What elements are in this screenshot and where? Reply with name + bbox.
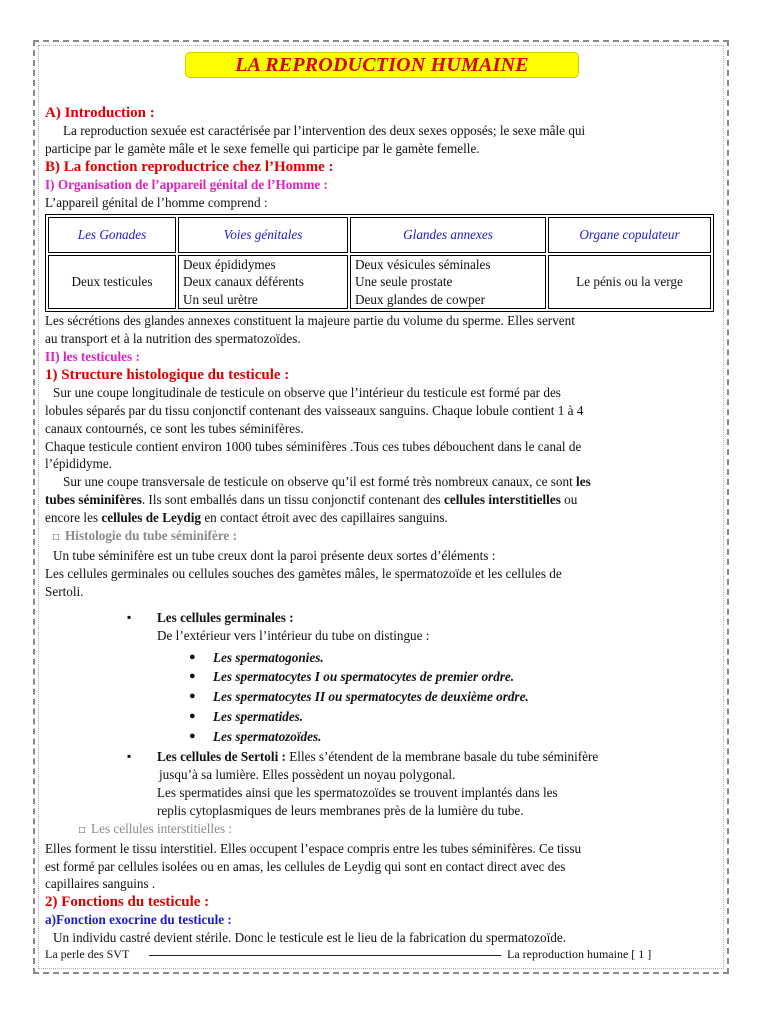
sertoli-heading-line	[45, 748, 715, 766]
sertoli-line-3: Les spermatides ainsi que les spermatozoïdes se trouvent implantés dans les	[157, 784, 558, 800]
sertoli-heading: Les cellules de Sertoli :	[157, 749, 286, 765]
histology-line-1: Un tube séminifère est un tube creux dont la paroi présente deux sortes d’éléments :	[53, 548, 496, 563]
structure-line-1: Sur une coupe longitudinale de testicule on observe que l’intérieur du testicule est formé par des	[53, 384, 561, 400]
structure-line-7	[45, 491, 715, 509]
interstitial-heading: Les cellules interstitielles :	[91, 820, 233, 836]
intro-line-1: La reproduction sexuée est caractérisée par l’intervention des deux sexes opposés; le sexe mâle qui	[63, 123, 586, 138]
structure-line-5: l’épididyme.	[45, 456, 113, 472]
square-bullet-icon: □	[53, 532, 60, 544]
table-cell-glandes	[350, 255, 546, 310]
table-cell-organe: Le pénis ou la verge	[548, 255, 711, 310]
interstitial-heading-line	[45, 820, 715, 840]
text-span: Elles s’étendent de la membrane basale du tube séminifère	[285, 749, 599, 765]
exocrine-heading: a)Fonction exocrine du testicule :	[45, 912, 232, 928]
histology-line-3: Sertoli.	[45, 583, 84, 599]
list-item: Deux canaux déférents	[183, 274, 304, 290]
sertoli-line-2: jusqu’à sa lumière. Elles possèdent un noyau polygonal.	[159, 766, 456, 782]
structure-line-3: canaux contournés, ce sont les tubes séminifères.	[45, 420, 304, 436]
table-header: Organe copulateur	[548, 217, 711, 253]
table-header: Glandes annexes	[350, 217, 546, 253]
text-span: . Ils sont emballés dans un tissu conjonctif contenant des	[141, 492, 444, 508]
text-span: ou	[560, 492, 578, 508]
list-item: Un seul urètre	[183, 291, 258, 307]
intro-heading: A) Introduction :	[45, 105, 155, 121]
list-item: Deux glandes de cowper	[355, 291, 485, 307]
list-item	[45, 668, 715, 686]
bold-term: les	[576, 474, 591, 490]
document-body	[45, 104, 715, 947]
germinal-heading-line	[45, 609, 715, 627]
table-cell-gonades: Deux testicules	[48, 255, 176, 310]
bold-term: cellules interstitielles	[444, 492, 561, 508]
structure-line-6	[45, 473, 715, 491]
text-span: encore les	[45, 510, 102, 526]
list-item	[45, 688, 715, 706]
after-table-line-1: Les sécrétions des glandes annexes constituent la majeure partie du volume du sperme. Elles servent	[45, 313, 575, 329]
structure-line-8	[45, 509, 715, 527]
germinal-heading: Les cellules germinales :	[157, 609, 294, 625]
footer-rule	[149, 955, 501, 956]
list-item: Deux vésicules séminales	[355, 256, 491, 272]
interstitial-line-1: Elles forment le tissu interstitiel. Elles occupent l’espace compris entre les tubes séminifères. Ce tissu	[45, 840, 582, 856]
interstitial-line-3: capillaires sanguins .	[45, 876, 156, 892]
text-span: en contact étroit avec des capillaires sanguins.	[201, 510, 448, 526]
germinal-intro: De l’extérieur vers l’intérieur du tube on distingue :	[157, 627, 430, 643]
table-cell-voies	[178, 255, 348, 310]
after-table-line-2: au transport et à la nutrition des spermatozoïdes.	[45, 331, 301, 347]
list-item	[45, 708, 715, 726]
sertoli-line-4: replis cytoplasmiques de leurs membranes près de la lumière du tube.	[157, 802, 524, 818]
germinal-item: Les spermatides.	[213, 709, 304, 725]
table-header: Les Gonades	[48, 217, 176, 253]
interstitial-line-2: est formé par cellules isolées ou en amas, les cellules de Leydig qui sont en contact direct avec des	[45, 858, 566, 874]
germinal-item: Les spermatogonies.	[213, 649, 324, 665]
footer-left: La perle des SVT	[45, 947, 130, 961]
bold-term: cellules de Leydig	[101, 510, 202, 526]
page-title: LA REPRODUCTION HUMAINE	[186, 53, 578, 77]
list-item	[45, 649, 715, 667]
functions-heading: 2) Fonctions du testicule :	[45, 894, 210, 911]
histology-line-2: Les cellules germinales ou cellules souches des gamètes mâles, le spermatozoïde et les cellules de	[45, 565, 562, 581]
bold-term: tubes séminifères	[45, 492, 142, 508]
list-item: Une seule prostate	[355, 274, 453, 290]
germinal-item: Les spermatocytes II ou spermatocytes de deuxième ordre.	[213, 689, 529, 705]
square-bullet-icon: □	[79, 824, 86, 836]
table-header-row	[48, 217, 711, 253]
structure-line-2: lobules séparés par du tissu conjonctif contenant des vaisseaux sanguins. Chaque lobule contient 1 à 4	[45, 402, 584, 418]
structure-line-4: Chaque testicule contient environ 1000 tubes séminifères .Tous ces tubes débouchent dans le canal de	[45, 438, 582, 454]
text-span: Sur une coupe transversale de testicule on observe qu’il est formé très nombreux canaux, ce sont	[63, 474, 577, 490]
table-header: Voies génitales	[178, 217, 348, 253]
structure-heading: 1) Structure histologique du testicule :	[45, 366, 290, 383]
section-i-text: L’appareil génital de l’homme comprend :	[45, 194, 268, 210]
section-i-heading: I) Organisation de l’appareil génital de l’Homme :	[45, 176, 328, 192]
list-item: Deux épididymes	[183, 256, 276, 272]
section-b-heading: B) La fonction reproductrice chez l’Homme :	[45, 158, 334, 175]
histology-heading-line	[45, 527, 715, 547]
footer-right: La reproduction humaine [ 1 ]	[507, 947, 652, 961]
germinal-item: Les spermatocytes I ou spermatocytes de premier ordre.	[213, 669, 515, 685]
germinal-item: Les spermatozoïdes.	[213, 729, 322, 745]
genital-organs-table	[45, 214, 714, 313]
exocrine-text: Un individu castré devient stérile. Donc le testicule est le lieu de la fabrication du spermatozoïde.	[53, 930, 567, 946]
intro-line-2: participe par le gamète mâle et le sexe femelle qui participe par le gamète femelle.	[45, 140, 480, 156]
list-item	[45, 728, 715, 746]
section-ii-heading: II) les testicules :	[45, 348, 140, 364]
histology-heading: Histologie du tube séminifère :	[65, 528, 237, 544]
table-row	[48, 255, 711, 310]
